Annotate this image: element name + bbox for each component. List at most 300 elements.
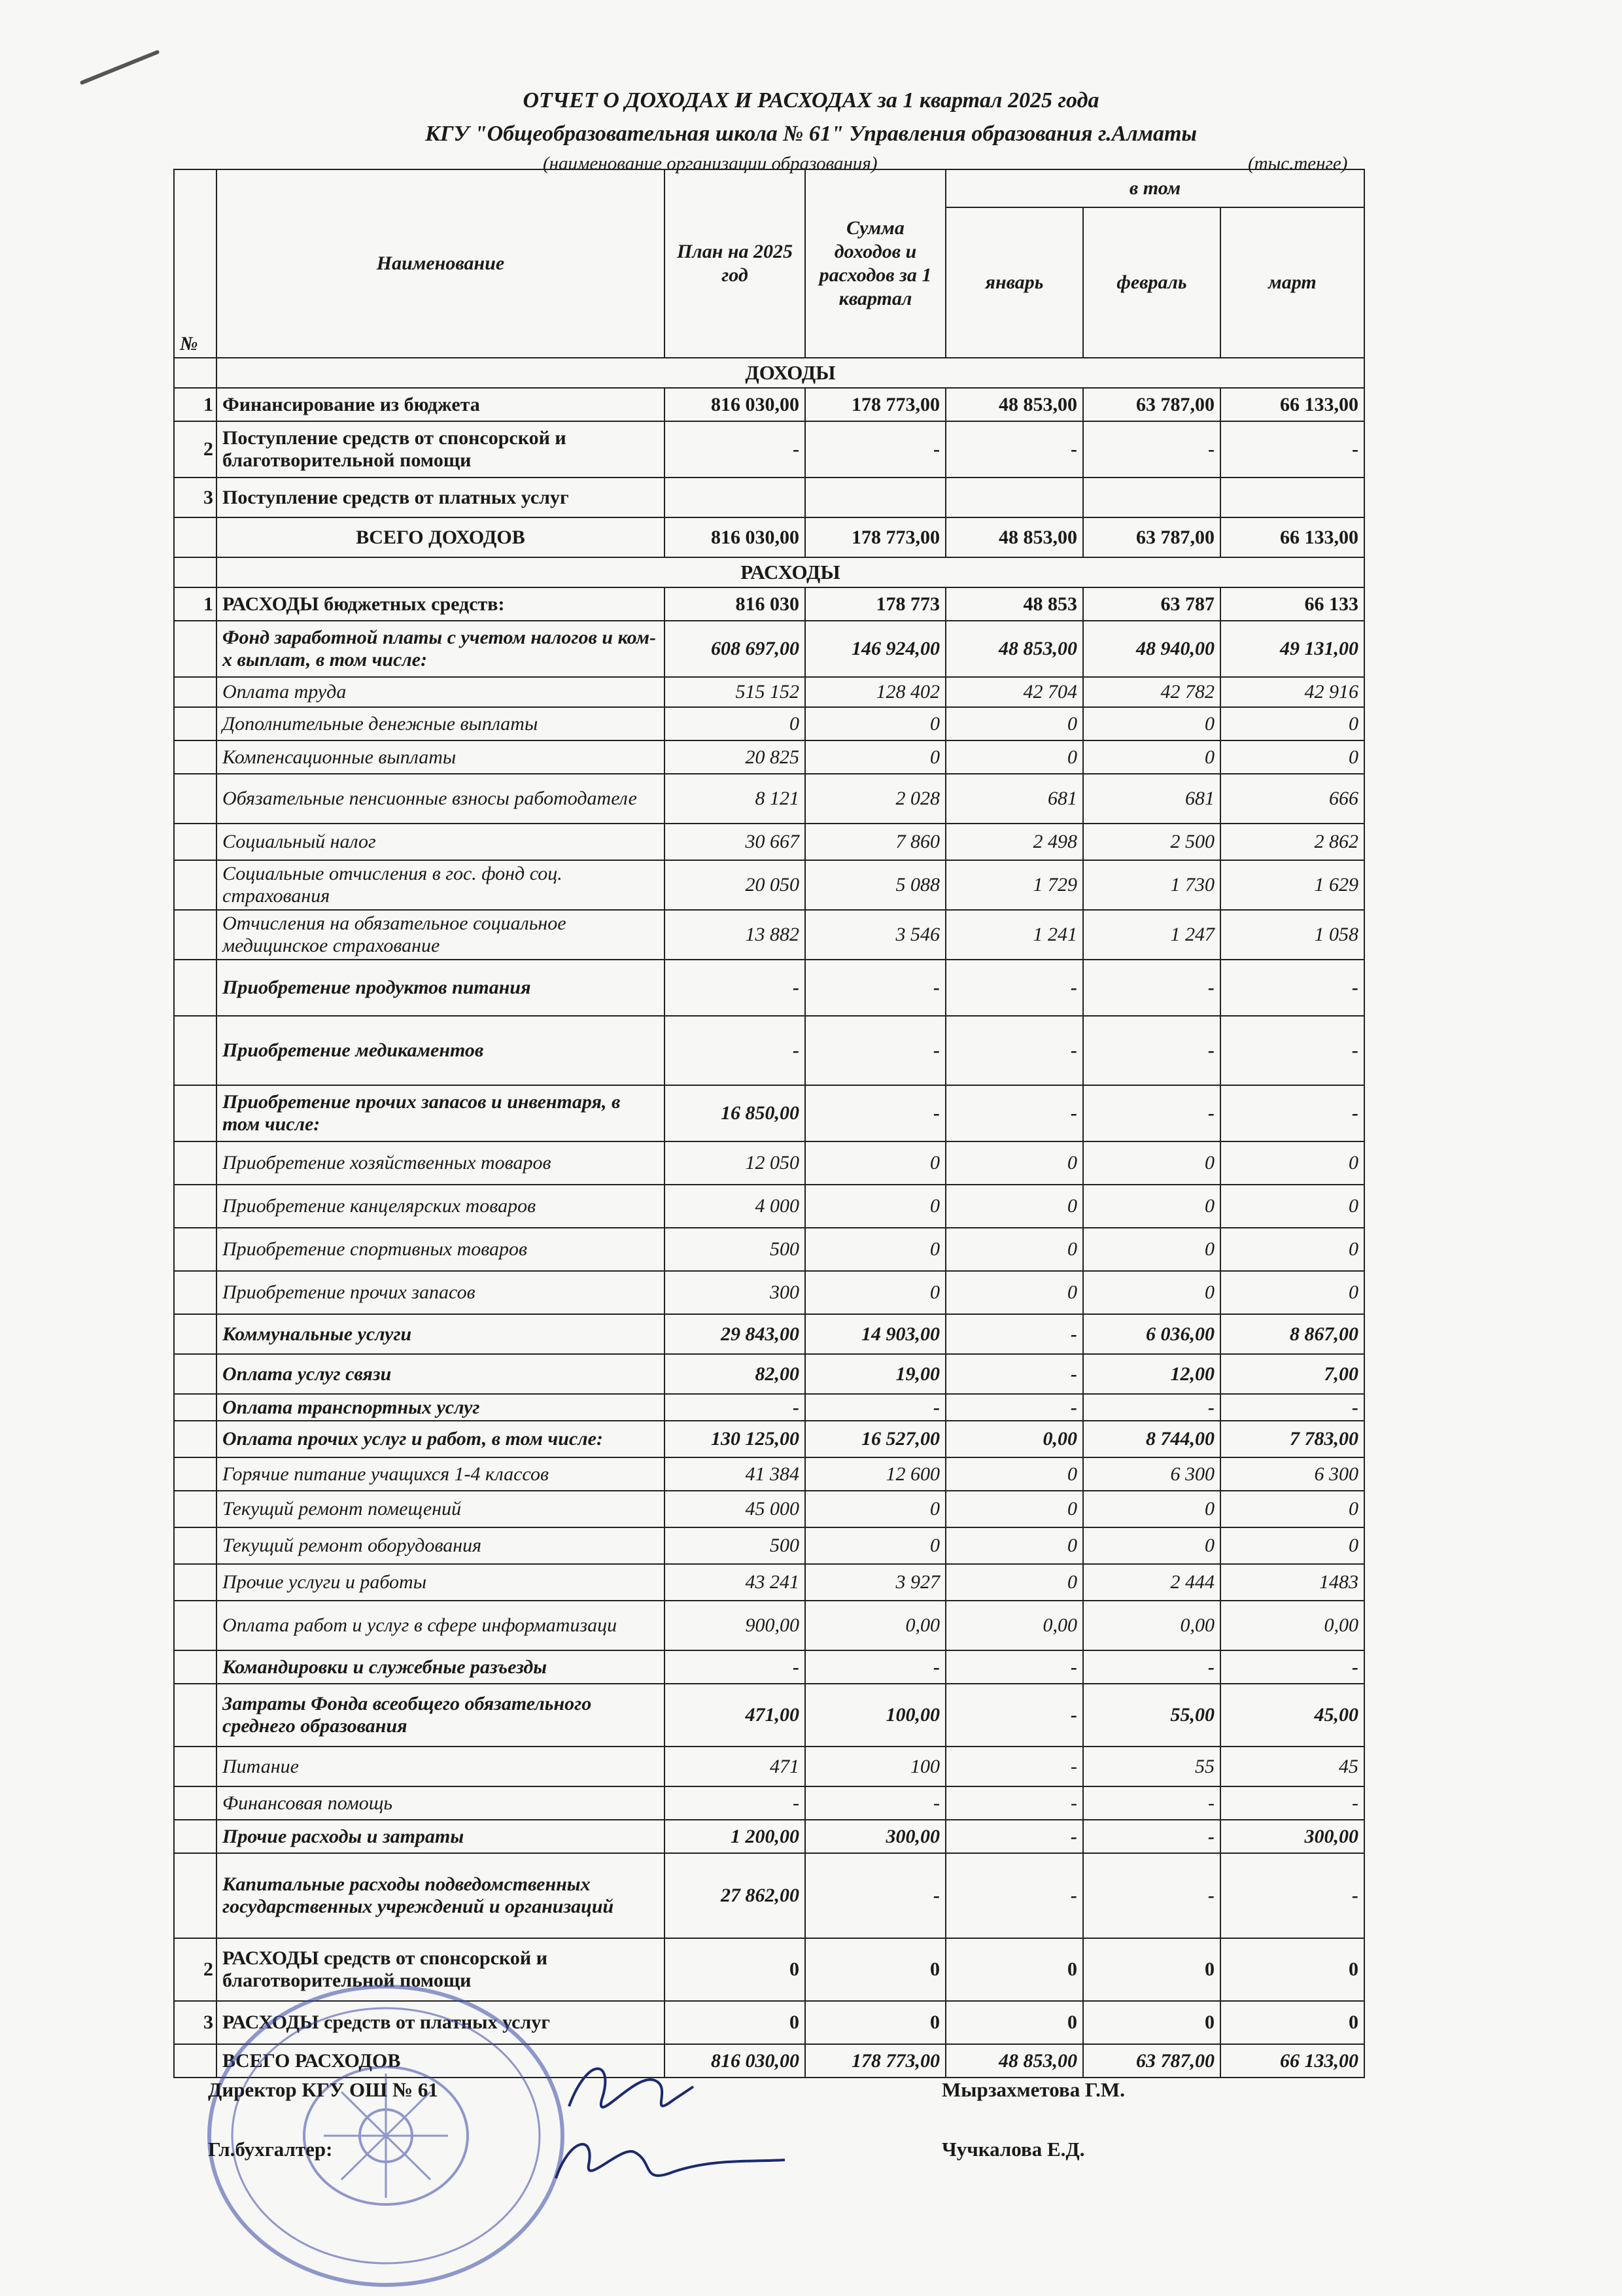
value-sum: 16 527,00 <box>805 1421 946 1457</box>
value-jan: 0 <box>946 1271 1083 1314</box>
value-jan: 48 853,00 <box>946 621 1083 677</box>
value-feb: 0 <box>1083 1141 1220 1185</box>
value-plan: - <box>664 1650 805 1684</box>
value-feb: - <box>1083 1016 1220 1085</box>
value-sum <box>805 478 946 517</box>
row-name: Поступление средств от платных услуг <box>216 478 664 517</box>
row-name: Обязательные пенсионные взносы работодателе <box>216 774 664 824</box>
total-feb: 63 787,00 <box>1083 517 1220 557</box>
expense-row <box>174 960 1364 1016</box>
expense-row <box>174 824 1364 860</box>
row-number <box>174 1564 216 1601</box>
value-plan: 4 000 <box>664 1185 805 1228</box>
row-name: РАСХОДЫ средств от спонсорской и благотворительной помощи <box>216 1938 664 2001</box>
row-name: Коммунальные услуги <box>216 1314 664 1354</box>
value-jan: - <box>946 1747 1083 1786</box>
value-plan: - <box>664 1016 805 1085</box>
value-sum: 3 927 <box>805 1564 946 1601</box>
value-plan: 1 200,00 <box>664 1820 805 1853</box>
row-name: Оплата прочих услуг и работ, в том числе: <box>216 1421 664 1457</box>
value-sum: 14 903,00 <box>805 1314 946 1354</box>
value-sum: 5 088 <box>805 860 946 910</box>
value-sum: 178 773,00 <box>805 388 946 421</box>
value-plan: 43 241 <box>664 1564 805 1601</box>
header-name: Наименование <box>216 169 664 358</box>
value-mar: - <box>1220 960 1364 1016</box>
value-sum: - <box>805 421 946 478</box>
value-plan: - <box>664 1786 805 1820</box>
value-jan: - <box>946 1786 1083 1820</box>
accountant-name: Чучкалова Е.Д. <box>942 2138 1085 2161</box>
value-feb: - <box>1083 960 1220 1016</box>
value-jan: 0 <box>946 1938 1083 2001</box>
row-number <box>174 1141 216 1185</box>
value-mar: 7 783,00 <box>1220 1421 1364 1457</box>
row-number <box>174 740 216 774</box>
value-sum: 0 <box>805 1271 946 1314</box>
value-jan: - <box>946 1820 1083 1853</box>
value-jan: 48 853,00 <box>946 388 1083 421</box>
value-feb: 55,00 <box>1083 1684 1220 1747</box>
value-jan: - <box>946 1650 1083 1684</box>
value-plan: - <box>664 1394 805 1421</box>
row-name: Приобретение медикаментов <box>216 1016 664 1085</box>
value-feb: 0 <box>1083 740 1220 774</box>
value-sum: 0 <box>805 2001 946 2044</box>
value-mar: 0 <box>1220 2001 1364 2044</box>
row-name: Текущий ремонт помещений <box>216 1491 664 1527</box>
value-sum: 0 <box>805 1141 946 1185</box>
expense-row <box>174 1457 1364 1491</box>
value-feb: 12,00 <box>1083 1354 1220 1394</box>
value-jan: 0 <box>946 740 1083 774</box>
expense-row <box>174 707 1364 740</box>
value-plan: 12 050 <box>664 1141 805 1185</box>
row-name: РАСХОДЫ бюджетных средств: <box>216 587 664 621</box>
value-sum: 0 <box>805 1185 946 1228</box>
total-sum: 178 773,00 <box>805 2044 946 2078</box>
row-name: Питание <box>216 1747 664 1786</box>
row-number: 3 <box>174 478 216 517</box>
value-feb: 48 940,00 <box>1083 621 1220 677</box>
value-plan: 816 030 <box>664 587 805 621</box>
row-name: Приобретение хозяйственных товаров <box>216 1141 664 1185</box>
value-feb: 0 <box>1083 1271 1220 1314</box>
value-mar: 0,00 <box>1220 1601 1364 1650</box>
value-jan: 0 <box>946 1564 1083 1601</box>
header-march: март <box>1220 207 1364 358</box>
director-title: Директор КГУ ОШ № 61 <box>208 2078 438 2101</box>
value-mar: 66 133,00 <box>1220 388 1364 421</box>
expense-row <box>174 1016 1364 1085</box>
income-section-title: ДОХОДЫ <box>216 358 1364 388</box>
row-number <box>174 707 216 740</box>
row-name: Приобретение продуктов питания <box>216 960 664 1016</box>
report-body <box>174 358 1364 2078</box>
header-february: февраль <box>1083 207 1220 358</box>
row-number <box>174 1457 216 1491</box>
income-total-row <box>174 517 1364 557</box>
value-sum: 146 924,00 <box>805 621 946 677</box>
value-jan: 1 729 <box>946 860 1083 910</box>
row-name: Социальные отчисления в гос. фонд соц. страхования <box>216 860 664 910</box>
value-feb: 2 500 <box>1083 824 1220 860</box>
income-row <box>174 478 1364 517</box>
value-plan: 471,00 <box>664 1684 805 1747</box>
expense-row <box>174 1141 1364 1185</box>
row-number <box>174 1016 216 1085</box>
row-number <box>174 1684 216 1747</box>
row-name: Дополнительные денежные выплаты <box>216 707 664 740</box>
value-plan: 300 <box>664 1271 805 1314</box>
value-jan: - <box>946 1016 1083 1085</box>
expense-section-row <box>174 557 1364 587</box>
expense-row <box>174 1314 1364 1354</box>
value-plan: 500 <box>664 1527 805 1564</box>
expense-row <box>174 1085 1364 1141</box>
row-number <box>174 910 216 960</box>
row-number <box>174 1820 216 1853</box>
row-number <box>174 1185 216 1228</box>
value-sum: 2 028 <box>805 774 946 824</box>
expense-row <box>174 1354 1364 1394</box>
row-name: Приобретение спортивных товаров <box>216 1228 664 1271</box>
value-feb: - <box>1083 1820 1220 1853</box>
total-sum: 178 773,00 <box>805 517 946 557</box>
expense-row <box>174 1601 1364 1650</box>
value-feb: 0 <box>1083 1527 1220 1564</box>
value-jan: - <box>946 1085 1083 1141</box>
row-number <box>174 1421 216 1457</box>
row-number <box>174 1601 216 1650</box>
expense-row <box>174 1228 1364 1271</box>
row-number <box>174 960 216 1016</box>
value-feb: - <box>1083 1853 1220 1938</box>
row-number <box>174 1853 216 1938</box>
value-plan <box>664 478 805 517</box>
value-sum: 0 <box>805 1491 946 1527</box>
row-name: Приобретение канцелярских товаров <box>216 1185 664 1228</box>
total-plan: 816 030,00 <box>664 2044 805 2078</box>
value-mar: 1483 <box>1220 1564 1364 1601</box>
expense-row <box>174 1421 1364 1457</box>
value-plan: 41 384 <box>664 1457 805 1491</box>
value-feb: 0 <box>1083 2001 1220 2044</box>
value-mar: 0 <box>1220 1271 1364 1314</box>
row-name: Приобретение прочих запасов <box>216 1271 664 1314</box>
expense-row <box>174 1271 1364 1314</box>
value-mar: - <box>1220 1085 1364 1141</box>
report-table <box>173 169 1365 2078</box>
value-feb: - <box>1083 1085 1220 1141</box>
value-mar: - <box>1220 1853 1364 1938</box>
value-plan: 82,00 <box>664 1354 805 1394</box>
value-jan: 0 <box>946 2001 1083 2044</box>
value-sum: - <box>805 1650 946 1684</box>
value-feb: 0 <box>1083 1185 1220 1228</box>
expense-row <box>174 587 1364 621</box>
expense-row <box>174 774 1364 824</box>
value-mar: 49 131,00 <box>1220 621 1364 677</box>
value-plan: 0 <box>664 2001 805 2044</box>
expense-row <box>174 1650 1364 1684</box>
value-feb: 1 730 <box>1083 860 1220 910</box>
value-sum: 0 <box>805 1228 946 1271</box>
expense-row <box>174 621 1364 677</box>
accountant-title: Гл.бухгалтер: <box>208 2138 333 2161</box>
value-sum: 7 860 <box>805 824 946 860</box>
header-plan: План на 2025 год <box>664 169 805 358</box>
value-plan: 13 882 <box>664 910 805 960</box>
value-mar: 0 <box>1220 1491 1364 1527</box>
value-jan: 681 <box>946 774 1083 824</box>
value-sum: 100,00 <box>805 1684 946 1747</box>
value-mar: 1 629 <box>1220 860 1364 910</box>
expense-row <box>174 910 1364 960</box>
value-sum: - <box>805 1786 946 1820</box>
value-feb: 2 444 <box>1083 1564 1220 1601</box>
value-mar: 66 133 <box>1220 587 1364 621</box>
row-number <box>174 1228 216 1271</box>
row-name: Поступление средств от спонсорской и благотворительной помощи <box>216 421 664 478</box>
header-sum: Сумма доходов и расходов за 1 квартал <box>805 169 946 358</box>
row-name: Оплата труда <box>216 677 664 707</box>
row-number <box>174 517 216 557</box>
value-jan: 1 241 <box>946 910 1083 960</box>
value-mar: 666 <box>1220 774 1364 824</box>
value-feb: 42 782 <box>1083 677 1220 707</box>
value-plan: 900,00 <box>664 1601 805 1650</box>
row-name: Горячие питание учащихся 1-4 классов <box>216 1457 664 1491</box>
row-name: Командировки и служебные разъезды <box>216 1650 664 1684</box>
value-plan: 130 125,00 <box>664 1421 805 1457</box>
row-number <box>174 1394 216 1421</box>
row-number <box>174 1786 216 1820</box>
header-number: № <box>174 169 216 358</box>
value-jan: - <box>946 421 1083 478</box>
value-jan: 2 498 <box>946 824 1083 860</box>
row-name: Капитальные расходы подведомственных государственных учреждений и организаций <box>216 1853 664 1938</box>
value-mar: 0 <box>1220 1228 1364 1271</box>
income-row <box>174 388 1364 421</box>
row-number: 1 <box>174 587 216 621</box>
value-jan: 0 <box>946 707 1083 740</box>
value-mar: - <box>1220 1016 1364 1085</box>
expense-section-title: РАСХОДЫ <box>216 557 1364 587</box>
value-jan: 0 <box>946 1185 1083 1228</box>
row-number <box>174 860 216 910</box>
value-plan: 16 850,00 <box>664 1085 805 1141</box>
expense-row <box>174 1820 1364 1853</box>
value-sum: - <box>805 1394 946 1421</box>
header-in-that: в том <box>946 169 1364 207</box>
row-number <box>174 1085 216 1141</box>
income-row <box>174 421 1364 478</box>
value-feb <box>1083 478 1220 517</box>
row-name: Отчисления на обязательное социальное медицинское страхование <box>216 910 664 960</box>
value-mar: 0 <box>1220 1938 1364 2001</box>
value-plan: 471 <box>664 1747 805 1786</box>
value-mar: 0 <box>1220 707 1364 740</box>
value-plan: 0 <box>664 1938 805 2001</box>
report-title: ОТЧЕТ О ДОХОДАХ И РАСХОДАХ за 1 квартал 2025 года <box>523 88 1099 113</box>
value-mar: - <box>1220 1786 1364 1820</box>
value-sum: 19,00 <box>805 1354 946 1394</box>
section-number-cell <box>174 358 216 388</box>
value-jan: 0 <box>946 1228 1083 1271</box>
value-feb: - <box>1083 1650 1220 1684</box>
value-jan: 42 704 <box>946 677 1083 707</box>
value-sum: 0,00 <box>805 1601 946 1650</box>
value-plan: 30 667 <box>664 824 805 860</box>
currency-units: (тыс.тенге) <box>1248 153 1348 174</box>
total-jan: 48 853,00 <box>946 517 1083 557</box>
value-sum: 3 546 <box>805 910 946 960</box>
expense-row <box>174 740 1364 774</box>
value-plan: 816 030,00 <box>664 388 805 421</box>
section-number-cell <box>174 557 216 587</box>
row-name: Фонд заработной платы с учетом налогов и ком-х выплат, в том числе: <box>216 621 664 677</box>
expense-row <box>174 1527 1364 1564</box>
value-sum: 0 <box>805 1938 946 2001</box>
expense-row <box>174 1564 1364 1601</box>
value-jan: 0,00 <box>946 1421 1083 1457</box>
total-mar: 66 133,00 <box>1220 517 1364 557</box>
row-name: Оплата работ и услуг в сфере информатизаци <box>216 1601 664 1650</box>
value-jan: 48 853 <box>946 587 1083 621</box>
value-feb: 63 787 <box>1083 587 1220 621</box>
row-number <box>174 621 216 677</box>
value-feb: 1 247 <box>1083 910 1220 960</box>
value-jan: 0,00 <box>946 1601 1083 1650</box>
value-sum: - <box>805 1016 946 1085</box>
value-jan: - <box>946 1354 1083 1394</box>
value-plan: 0 <box>664 707 805 740</box>
value-feb: 0 <box>1083 707 1220 740</box>
row-number <box>174 1527 216 1564</box>
value-sum: - <box>805 960 946 1016</box>
value-sum: 0 <box>805 740 946 774</box>
row-number <box>174 1314 216 1354</box>
row-name: Текущий ремонт оборудования <box>216 1527 664 1564</box>
value-mar: 2 862 <box>1220 824 1364 860</box>
value-mar: 7,00 <box>1220 1354 1364 1394</box>
value-jan: - <box>946 1394 1083 1421</box>
row-name: Оплата услуг связи <box>216 1354 664 1394</box>
row-number: 2 <box>174 421 216 478</box>
row-number <box>174 1491 216 1527</box>
value-jan: - <box>946 1684 1083 1747</box>
value-feb: - <box>1083 1394 1220 1421</box>
value-feb: 63 787,00 <box>1083 388 1220 421</box>
value-feb: 681 <box>1083 774 1220 824</box>
value-mar <box>1220 478 1364 517</box>
total-mar: 66 133,00 <box>1220 2044 1364 2078</box>
value-sum: 300,00 <box>805 1820 946 1853</box>
value-sum: - <box>805 1085 946 1141</box>
value-mar: 0 <box>1220 1141 1364 1185</box>
value-mar: 42 916 <box>1220 677 1364 707</box>
value-plan: 8 121 <box>664 774 805 824</box>
value-mar: 300,00 <box>1220 1820 1364 1853</box>
value-feb: 0,00 <box>1083 1601 1220 1650</box>
total-plan: 816 030,00 <box>664 517 805 557</box>
expense-row <box>174 677 1364 707</box>
value-mar: - <box>1220 421 1364 478</box>
expense-row <box>174 860 1364 910</box>
value-mar: 1 058 <box>1220 910 1364 960</box>
value-mar: 45 <box>1220 1747 1364 1786</box>
row-name: Оплата транспортных услуг <box>216 1394 664 1421</box>
value-jan: 0 <box>946 1527 1083 1564</box>
value-feb: - <box>1083 421 1220 478</box>
row-name: Компенсационные выплаты <box>216 740 664 774</box>
value-plan: 27 862,00 <box>664 1853 805 1938</box>
expense-row <box>174 1786 1364 1820</box>
row-name: Прочие расходы и затраты <box>216 1820 664 1853</box>
row-number <box>174 1271 216 1314</box>
row-number <box>174 1747 216 1786</box>
total-jan: 48 853,00 <box>946 2044 1083 2078</box>
row-name: Затраты Фонда всеобщего обязательного среднего образования <box>216 1684 664 1747</box>
value-plan: 20 050 <box>664 860 805 910</box>
expense-row <box>174 1684 1364 1747</box>
value-mar: - <box>1220 1650 1364 1684</box>
row-number: 2 <box>174 1938 216 2001</box>
official-seal <box>196 1975 576 2296</box>
value-mar: 0 <box>1220 1185 1364 1228</box>
value-jan: - <box>946 960 1083 1016</box>
value-plan: 20 825 <box>664 740 805 774</box>
value-plan: 500 <box>664 1228 805 1271</box>
value-feb: 0 <box>1083 1228 1220 1271</box>
row-number <box>174 774 216 824</box>
row-number: 3 <box>174 2001 216 2044</box>
value-sum: 100 <box>805 1747 946 1786</box>
row-number <box>174 824 216 860</box>
value-plan: 29 843,00 <box>664 1314 805 1354</box>
expense-row <box>174 1747 1364 1786</box>
value-plan: 515 152 <box>664 677 805 707</box>
value-jan: - <box>946 1853 1083 1938</box>
value-mar: 8 867,00 <box>1220 1314 1364 1354</box>
row-number <box>174 1354 216 1394</box>
expense-row <box>174 1185 1364 1228</box>
value-jan: - <box>946 1314 1083 1354</box>
director-name: Мырзахметова Г.М. <box>942 2078 1125 2101</box>
row-name: Приобретение прочих запасов и инвентаря, в том числе: <box>216 1085 664 1141</box>
value-jan: 0 <box>946 1457 1083 1491</box>
value-feb: 0 <box>1083 1491 1220 1527</box>
value-mar: 45,00 <box>1220 1684 1364 1747</box>
value-feb: 55 <box>1083 1747 1220 1786</box>
organization-caption: (наименование организации образования) <box>543 153 878 174</box>
value-sum: - <box>805 1853 946 1938</box>
value-mar: 6 300 <box>1220 1457 1364 1491</box>
signature <box>543 2047 804 2198</box>
total-feb: 63 787,00 <box>1083 2044 1220 2078</box>
value-plan: - <box>664 421 805 478</box>
organization-title: КГУ "Общеобразовательная школа № 61" Управления образования г.Алматы <box>424 122 1198 146</box>
expense-row <box>174 1853 1364 1938</box>
value-jan: 0 <box>946 1141 1083 1185</box>
value-plan: - <box>664 960 805 1016</box>
row-number: 1 <box>174 388 216 421</box>
value-feb: 6 036,00 <box>1083 1314 1220 1354</box>
header-january: январь <box>946 207 1083 358</box>
value-sum: 12 600 <box>805 1457 946 1491</box>
row-name: Прочие услуги и работы <box>216 1564 664 1601</box>
